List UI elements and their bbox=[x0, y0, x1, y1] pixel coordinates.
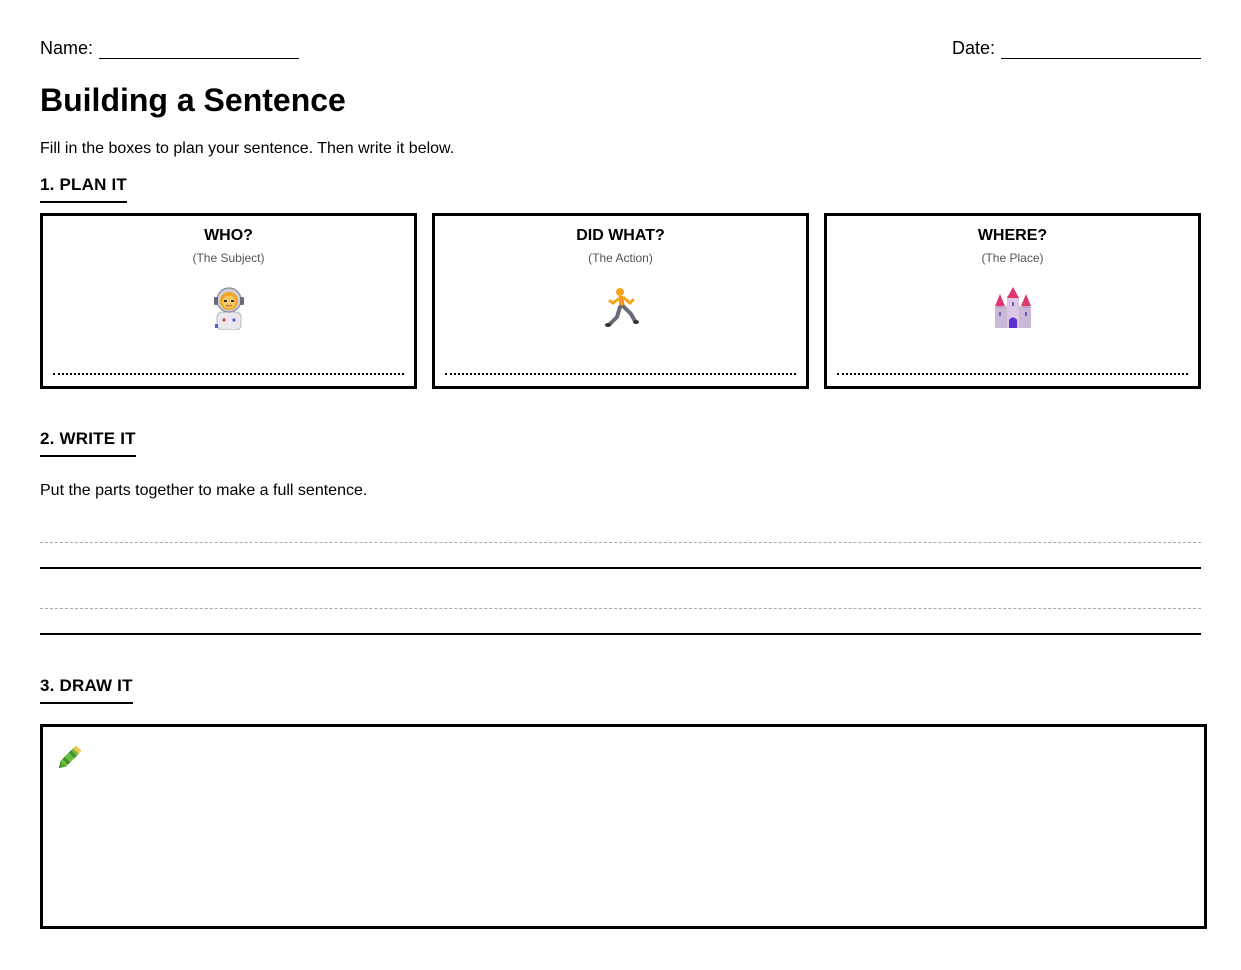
page-title: Building a Sentence bbox=[40, 82, 346, 118]
runner-icon bbox=[601, 286, 641, 330]
date-label: Date: bbox=[951, 38, 995, 58]
who-answer-line[interactable] bbox=[53, 373, 404, 375]
astronaut-icon bbox=[209, 286, 249, 330]
plan-heading: 1. PLAN IT bbox=[40, 175, 127, 203]
did-what-subtitle: (The Action) bbox=[588, 251, 653, 265]
plan-boxes bbox=[40, 213, 1201, 389]
castle-icon bbox=[993, 286, 1033, 330]
where-subtitle: (The Place) bbox=[981, 251, 1044, 265]
drawing-area[interactable] bbox=[40, 724, 1207, 929]
writing-guide-line bbox=[40, 542, 1201, 543]
who-subtitle: (The Subject) bbox=[192, 251, 265, 265]
writing-guide-line bbox=[40, 608, 1201, 609]
draw-heading: 3. DRAW IT bbox=[40, 676, 133, 704]
name-field bbox=[40, 38, 299, 59]
did-what-answer-line[interactable] bbox=[445, 373, 796, 375]
name-label: Name: bbox=[40, 38, 94, 58]
did-what-box bbox=[432, 213, 809, 389]
where-title: WHERE? bbox=[977, 227, 1048, 244]
where-answer-line[interactable] bbox=[837, 373, 1188, 375]
writing-base-line[interactable] bbox=[40, 567, 1201, 569]
header-row bbox=[40, 38, 1201, 62]
writing-base-line[interactable] bbox=[40, 633, 1201, 635]
write-instruction: Put the parts together to make a full sentence. bbox=[40, 482, 368, 499]
who-box bbox=[40, 213, 417, 389]
who-title: WHO? bbox=[204, 227, 253, 244]
write-heading: 2. WRITE IT bbox=[40, 429, 136, 457]
intro-text: Fill in the boxes to plan your sentence. Then write it below. bbox=[40, 140, 455, 157]
date-blank[interactable] bbox=[1001, 42, 1201, 59]
name-blank[interactable] bbox=[99, 42, 299, 59]
crayon-icon bbox=[57, 742, 85, 770]
where-box bbox=[824, 213, 1201, 389]
date-field bbox=[952, 38, 1201, 59]
did-what-title: DID WHAT? bbox=[576, 227, 665, 244]
